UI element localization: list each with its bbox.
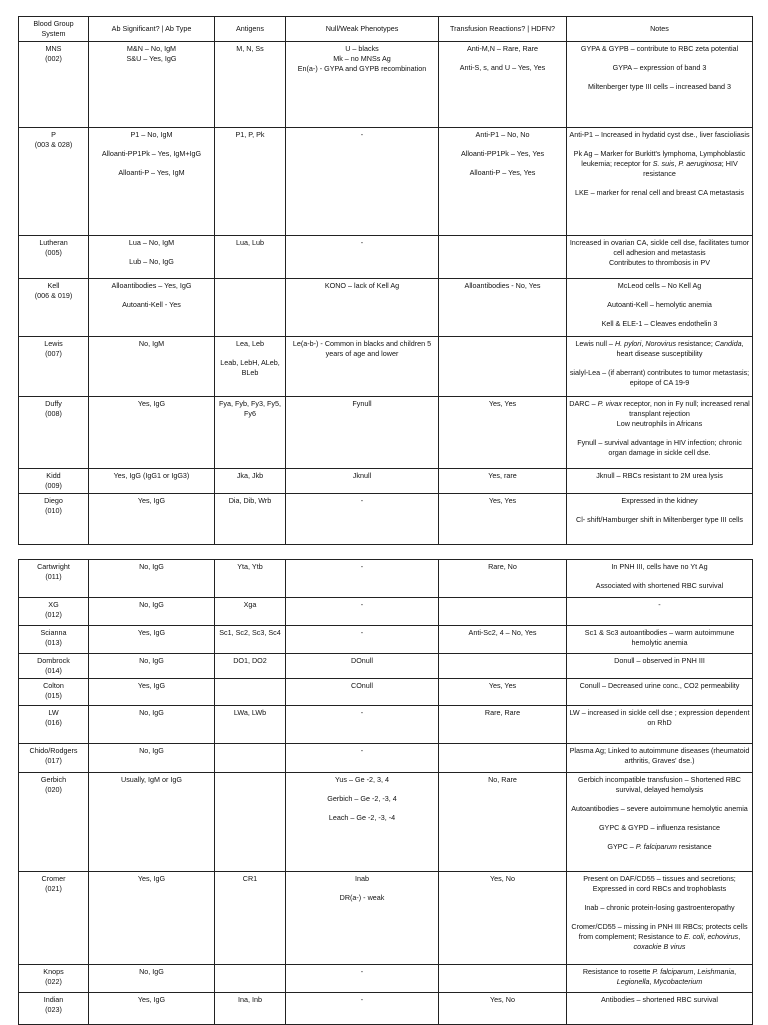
ab-paragraph: No, IgG — [139, 562, 164, 571]
system-number: (012) — [45, 610, 62, 619]
col-header-system: Blood Group System — [19, 17, 89, 42]
antigens-paragraph: Lea, Leb — [236, 339, 264, 348]
table-row — [19, 236, 753, 279]
trans-paragraph: Alloanti-P – Yes, Yes — [469, 168, 536, 177]
ab-paragraph: Lub – No, IgG — [129, 257, 174, 266]
ab-paragraph: Alloantibodies – Yes, IgG — [111, 281, 192, 290]
cell-system — [19, 598, 89, 626]
blood-group-table-1 — [18, 16, 753, 545]
system-name: MNS — [45, 44, 62, 53]
table-row — [19, 706, 753, 744]
notes-paragraph: GYPA & GYPB – contribute to RBC zeta potential — [580, 44, 739, 53]
trans-paragraph: Rare, Rare — [484, 708, 521, 717]
cell-trans — [439, 654, 567, 679]
table-row — [19, 128, 753, 236]
cell-trans — [439, 337, 567, 397]
cell-nulls — [286, 872, 439, 965]
cell-system — [19, 397, 89, 469]
notes-paragraph: Conull – Decreased urine conc., CO2 permeability — [579, 681, 740, 690]
ab-paragraph: Yes, IgG — [137, 496, 166, 505]
notes-paragraph: Present on DAF/CD55 – tissues and secretions; Expressed in cord RBCs and trophoblasts — [583, 874, 736, 893]
notes-paragraph: DARC – P. vivax receptor, non in Fy null; increased renal transplant rejection Low neutrophils in Africans — [569, 399, 750, 428]
cell-notes — [567, 236, 753, 279]
cell-nulls — [286, 773, 439, 872]
trans-paragraph: Alloantibodies - No, Yes — [464, 281, 541, 290]
nulls-paragraph: - — [360, 746, 364, 755]
notes-paragraph: Donull – observed in PNH III — [614, 656, 705, 665]
cell-system — [19, 706, 89, 744]
table-row — [19, 279, 753, 337]
ab-paragraph: Yes, IgG — [137, 628, 166, 637]
nulls-paragraph: DR(a-) - weak — [339, 893, 385, 902]
table-row — [19, 42, 753, 128]
table-row — [19, 560, 753, 598]
antigens-paragraph: M, N, Ss — [236, 44, 264, 53]
table-row — [19, 626, 753, 654]
cell-notes — [567, 337, 753, 397]
ab-paragraph: Alloanti-P – Yes, IgM — [118, 168, 185, 177]
cell-nulls — [286, 494, 439, 545]
nulls-paragraph: Leach – Ge -2, -3, -4 — [328, 813, 396, 822]
notes-paragraph: Resistance to rosette P. falciparum, Leishmania, Legionella, Mycobacterium — [582, 967, 737, 986]
cell-system — [19, 337, 89, 397]
system-name: Lewis — [44, 339, 63, 348]
cell-ab — [89, 494, 215, 545]
notes-paragraph: Inab – chronic protein-losing gastroenteropathy — [584, 903, 735, 912]
cell-ab — [89, 236, 215, 279]
nulls-paragraph: - — [360, 238, 364, 247]
col-header-transfusion: Transfusion Reactions? | HDFN? — [439, 17, 567, 42]
cell-ab — [89, 560, 215, 598]
table-header-row — [19, 17, 753, 42]
nulls-paragraph: Le(a-b-) - Common in blacks and children 5 years of age and lower — [292, 339, 432, 358]
cell-ab — [89, 965, 215, 993]
cell-notes — [567, 872, 753, 965]
cell-ab — [89, 706, 215, 744]
nulls-paragraph: - — [360, 130, 364, 139]
cell-system — [19, 965, 89, 993]
notes-paragraph: Fynull – survival advantage in HIV infection; chronic organ damage in sickle cell dse. — [577, 438, 742, 457]
cell-notes — [567, 279, 753, 337]
cell-trans — [439, 626, 567, 654]
antigens-paragraph: Yta, Ytb — [237, 562, 263, 571]
notes-paragraph: Pk Ag – Marker for Burkitt's lymphoma, Lymphoblastic leukemia; receptor for S. suis, P. aeruginosa; HIV resistance — [573, 149, 746, 178]
nulls-paragraph: DOnull — [351, 656, 373, 665]
ab-paragraph: No, IgG — [139, 708, 164, 717]
cell-notes — [567, 679, 753, 706]
cell-system — [19, 494, 89, 545]
cell-antigens — [215, 279, 286, 337]
system-number: (008) — [45, 409, 62, 418]
cell-system — [19, 773, 89, 872]
cell-antigens — [215, 744, 286, 773]
cell-trans — [439, 469, 567, 494]
cell-antigens — [215, 993, 286, 1025]
table-row — [19, 872, 753, 965]
cell-ab — [89, 626, 215, 654]
ab-paragraph: Yes, IgG — [137, 874, 166, 883]
trans-paragraph: Alloanti-PP1Pk – Yes, Yes — [460, 149, 545, 158]
cell-antigens — [215, 654, 286, 679]
cell-system — [19, 626, 89, 654]
system-name: Duffy — [45, 399, 62, 408]
system-number: (002) — [45, 54, 62, 63]
nulls-paragraph: - — [360, 967, 364, 976]
cell-nulls — [286, 42, 439, 128]
notes-paragraph: Gerbich incompatible transfusion – Shortened RBC survival, delayed hemolysis — [577, 775, 741, 794]
system-number: (020) — [45, 785, 62, 794]
antigens-paragraph: DO1, DO2 — [233, 656, 267, 665]
trans-paragraph: Rare, No — [488, 562, 517, 571]
cell-nulls — [286, 993, 439, 1025]
system-name: Indian — [43, 995, 64, 1004]
notes-paragraph: Lewis null – H. pylori, Norovirus resistance; Candida, heart disease susceptibility — [575, 339, 744, 358]
nulls-paragraph: U – blacks Mk – no MNSs Ag En(a-) - GYPA and GYPB recombination — [297, 44, 427, 73]
cell-system — [19, 128, 89, 236]
cell-system — [19, 872, 89, 965]
table-row — [19, 993, 753, 1025]
cell-notes — [567, 397, 753, 469]
system-number: (017) — [45, 756, 62, 765]
ab-paragraph: Autoanti-Kell - Yes — [122, 300, 181, 309]
system-number: (003 & 028) — [34, 140, 73, 149]
notes-paragraph: In PNH III, cells have no Yt Ag — [611, 562, 708, 571]
trans-paragraph: Yes, Yes — [488, 496, 517, 505]
notes-paragraph: Jknull – RBCs resistant to 2M urea lysis — [596, 471, 723, 480]
nulls-paragraph: Jknull — [352, 471, 372, 480]
cell-antigens — [215, 773, 286, 872]
table-row — [19, 773, 753, 872]
cell-notes — [567, 965, 753, 993]
ab-paragraph: No, IgG — [139, 656, 164, 665]
system-name: Kidd — [46, 471, 61, 480]
antigens-paragraph: CR1 — [242, 874, 258, 883]
cell-nulls — [286, 679, 439, 706]
ab-paragraph: Lua – No, IgM — [128, 238, 175, 247]
col-header-antigens: Antigens — [215, 17, 286, 42]
notes-paragraph: Plasma Ag; Linked to autoimmune diseases (rheumatoid arthritis, Graves' dse.) — [569, 746, 750, 765]
nulls-paragraph: COnull — [351, 681, 373, 690]
antigens-paragraph: Sc1, Sc2, Sc3, Sc4 — [219, 628, 281, 637]
cell-ab — [89, 993, 215, 1025]
antigens-paragraph: Fya, Fyb, Fy3, Fy5, Fy6 — [219, 399, 281, 418]
system-number: (021) — [45, 884, 62, 893]
nulls-paragraph: Fynull — [352, 399, 372, 408]
notes-paragraph: Autoantibodies – severe autoimmune hemolytic anemia — [571, 804, 748, 813]
cell-trans — [439, 706, 567, 744]
cell-notes — [567, 993, 753, 1025]
cell-trans — [439, 494, 567, 545]
cell-trans — [439, 236, 567, 279]
antigens-paragraph: P1, P, Pk — [235, 130, 265, 139]
cell-antigens — [215, 872, 286, 965]
cell-notes — [567, 42, 753, 128]
ab-paragraph: Usually, IgM or IgG — [121, 775, 182, 784]
nulls-paragraph: - — [360, 496, 364, 505]
table-row — [19, 397, 753, 469]
cell-ab — [89, 679, 215, 706]
table-row — [19, 469, 753, 494]
cell-nulls — [286, 337, 439, 397]
col-header-notes: Notes — [567, 17, 753, 42]
cell-notes — [567, 494, 753, 545]
ab-paragraph: No, IgG — [139, 600, 164, 609]
cell-notes — [567, 128, 753, 236]
cell-system — [19, 744, 89, 773]
col-header-ab: Ab Significant? | Ab Type — [89, 17, 215, 42]
cell-system — [19, 279, 89, 337]
cell-antigens — [215, 598, 286, 626]
notes-paragraph: Anti-P1 – Increased in hydatid cyst dse., liver fascioliasis — [569, 130, 750, 139]
cell-nulls — [286, 279, 439, 337]
cell-ab — [89, 654, 215, 679]
cell-antigens — [215, 469, 286, 494]
antigens-paragraph: LWa, LWb — [233, 708, 267, 717]
antigens-paragraph: Jka, Jkb — [236, 471, 264, 480]
cell-notes — [567, 706, 753, 744]
cell-trans — [439, 397, 567, 469]
system-name: Lutheran — [39, 238, 68, 247]
cell-nulls — [286, 128, 439, 236]
cell-nulls — [286, 397, 439, 469]
cell-notes — [567, 654, 753, 679]
system-name: LW — [48, 708, 59, 717]
system-number: (016) — [45, 718, 62, 727]
trans-paragraph: Anti-S, s, and U – Yes, Yes — [459, 63, 546, 72]
ab-paragraph: M&N – No, IgM S&U – Yes, IgG — [126, 44, 177, 63]
cell-notes — [567, 744, 753, 773]
notes-paragraph: GYPC & GYPD – influenza resistance — [598, 823, 721, 832]
notes-paragraph: Kell & ELE-1 – Cleaves endothelin 3 — [601, 319, 718, 328]
system-name: Colton — [43, 681, 64, 690]
cell-system — [19, 236, 89, 279]
system-number: (011) — [45, 572, 62, 581]
trans-paragraph: Anti-P1 – No, No — [475, 130, 530, 139]
notes-paragraph: McLeod cells – No Kell Ag — [617, 281, 702, 290]
system-name: P — [51, 130, 56, 139]
system-number: (005) — [45, 248, 62, 257]
cell-nulls — [286, 560, 439, 598]
cell-system — [19, 560, 89, 598]
system-number: (015) — [45, 691, 62, 700]
cell-trans — [439, 965, 567, 993]
trans-paragraph: Yes, Yes — [488, 681, 517, 690]
cell-nulls — [286, 965, 439, 993]
system-name: Diego — [44, 496, 63, 505]
system-name: Dombrock — [37, 656, 70, 665]
table-row — [19, 598, 753, 626]
cell-antigens — [215, 397, 286, 469]
cell-ab — [89, 279, 215, 337]
cell-notes — [567, 469, 753, 494]
cell-system — [19, 42, 89, 128]
cell-nulls — [286, 706, 439, 744]
nulls-paragraph: KONO – lack of Kell Ag — [324, 281, 400, 290]
system-name: Chido/Rodgers — [29, 746, 78, 755]
nulls-paragraph: - — [360, 628, 364, 637]
system-number: (007) — [45, 349, 62, 358]
ab-paragraph: No, IgG — [139, 967, 164, 976]
notes-paragraph: LW – increased in sickle cell dse ; expression dependent on RhD — [569, 708, 750, 727]
nulls-paragraph: Inab — [355, 874, 369, 883]
nulls-paragraph: - — [360, 600, 364, 609]
cell-antigens — [215, 494, 286, 545]
ab-paragraph: Yes, IgG — [137, 995, 166, 1004]
antigens-paragraph: Leab, LebH, ALeb, BLeb — [220, 358, 280, 377]
system-number: (013) — [45, 638, 62, 647]
ab-paragraph: P1 – No, IgM — [130, 130, 173, 139]
cell-antigens — [215, 236, 286, 279]
system-name: Cartwright — [37, 562, 70, 571]
cell-ab — [89, 598, 215, 626]
cell-trans — [439, 679, 567, 706]
notes-paragraph: Cl- shift/Hamburger shift in Miltenberger type III cells — [576, 515, 743, 524]
cell-antigens — [215, 679, 286, 706]
cell-nulls — [286, 626, 439, 654]
table-row — [19, 744, 753, 773]
notes-paragraph: GYPC – P. falciparum resistance — [607, 842, 712, 851]
blood-group-table-2 — [18, 559, 753, 1025]
cell-notes — [567, 773, 753, 872]
antigens-paragraph: Ina, Inb — [238, 995, 262, 1004]
ab-paragraph: Yes, IgG — [137, 399, 166, 408]
system-number: (022) — [45, 977, 62, 986]
cell-system — [19, 654, 89, 679]
system-name: XG — [48, 600, 59, 609]
cell-trans — [439, 560, 567, 598]
cell-notes — [567, 598, 753, 626]
notes-paragraph: Cromer/CD55 – missing in PNH III RBCs; protects cells from complement; Resistance to E. coli, echovirus, coxackie B virus — [571, 922, 748, 951]
system-name: Kell — [47, 281, 60, 290]
notes-paragraph: Autoanti-Kell – hemolytic anemia — [607, 300, 712, 309]
cell-ab — [89, 337, 215, 397]
cell-trans — [439, 598, 567, 626]
cell-antigens — [215, 42, 286, 128]
notes-paragraph: sialyl-Lea – (if aberrant) contributes to tumor metastasis; epitope of CA 19-9 — [569, 368, 750, 387]
table-row — [19, 494, 753, 545]
antigens-paragraph: Xga — [243, 600, 257, 609]
system-number: (010) — [45, 506, 62, 515]
notes-paragraph: Sc1 & Sc3 autoantibodies – warm autoimmune hemolytic anemia — [584, 628, 735, 647]
cell-nulls — [286, 598, 439, 626]
notes-paragraph: LKE – marker for renal cell and breast CA metastasis — [575, 188, 744, 197]
cell-nulls — [286, 744, 439, 773]
system-number: (014) — [45, 666, 62, 675]
trans-paragraph: Anti-M,N – Rare, Rare — [466, 44, 539, 53]
ab-paragraph: Yes, IgG (IgG1 or IgG3) — [113, 471, 190, 480]
col-header-nulls: Null/Weak Phenotypes — [286, 17, 439, 42]
nulls-paragraph: - — [360, 995, 364, 1004]
table-row — [19, 679, 753, 706]
cell-system — [19, 679, 89, 706]
cell-nulls — [286, 654, 439, 679]
cell-ab — [89, 773, 215, 872]
trans-paragraph: Anti-Sc2, 4 – No, Yes — [468, 628, 537, 637]
cell-notes — [567, 560, 753, 598]
system-name: Knops — [43, 967, 64, 976]
system-number: (006 & 019) — [34, 291, 73, 300]
notes-paragraph: Associated with shortened RBC survival — [595, 581, 724, 590]
cell-system — [19, 469, 89, 494]
cell-trans — [439, 744, 567, 773]
cell-antigens — [215, 128, 286, 236]
cell-antigens — [215, 337, 286, 397]
nulls-paragraph: - — [360, 562, 364, 571]
system-number: (009) — [45, 481, 62, 490]
nulls-paragraph: Gerbich – Ge -2, -3, 4 — [327, 794, 397, 803]
trans-paragraph: Yes, rare — [488, 471, 517, 480]
cell-ab — [89, 872, 215, 965]
nulls-paragraph: Yus – Ge -2, 3, 4 — [335, 775, 389, 784]
cell-antigens — [215, 965, 286, 993]
cell-trans — [439, 773, 567, 872]
trans-paragraph: Yes, Yes — [488, 399, 517, 408]
antigens-paragraph: Dia, Dib, Wrb — [228, 496, 272, 505]
nulls-paragraph: - — [360, 708, 364, 717]
cell-trans — [439, 993, 567, 1025]
cell-antigens — [215, 626, 286, 654]
notes-paragraph: Increased in ovarian CA, sickle cell dse, facilitates tumor cell adhesion and metastasis Contributes to thrombosis in PV — [569, 238, 750, 267]
system-number: (023) — [45, 1005, 62, 1014]
cell-trans — [439, 279, 567, 337]
system-name: Gerbich — [40, 775, 67, 784]
cell-trans — [439, 872, 567, 965]
ab-paragraph: Alloanti-PP1Pk – Yes, IgM+IgG — [101, 149, 202, 158]
table-row — [19, 965, 753, 993]
table-row — [19, 654, 753, 679]
notes-paragraph: - — [658, 600, 661, 609]
notes-paragraph: Expressed in the kidney — [621, 496, 698, 505]
cell-system — [19, 993, 89, 1025]
cell-antigens — [215, 560, 286, 598]
cell-nulls — [286, 469, 439, 494]
cell-antigens — [215, 706, 286, 744]
notes-paragraph: GYPA – expression of band 3 — [612, 63, 707, 72]
cell-ab — [89, 128, 215, 236]
system-name: Cromer — [41, 874, 66, 883]
cell-notes — [567, 626, 753, 654]
ab-paragraph: No, IgM — [138, 339, 165, 348]
trans-paragraph: Yes, No — [490, 995, 515, 1004]
cell-trans — [439, 42, 567, 128]
trans-paragraph: Yes, No — [490, 874, 515, 883]
notes-paragraph: Antibodies – shortened RBC survival — [600, 995, 719, 1004]
system-name: Scianna — [40, 628, 67, 637]
notes-paragraph: Miltenberger type III cells – increased band 3 — [587, 82, 732, 91]
antigens-paragraph: Lua, Lub — [236, 238, 264, 247]
cell-trans — [439, 128, 567, 236]
trans-paragraph: No, Rare — [488, 775, 517, 784]
table-row — [19, 337, 753, 397]
cell-nulls — [286, 236, 439, 279]
ab-paragraph: No, IgG — [139, 746, 164, 755]
cell-ab — [89, 397, 215, 469]
cell-ab — [89, 469, 215, 494]
cell-ab — [89, 42, 215, 128]
cell-ab — [89, 744, 215, 773]
ab-paragraph: Yes, IgG — [137, 681, 166, 690]
